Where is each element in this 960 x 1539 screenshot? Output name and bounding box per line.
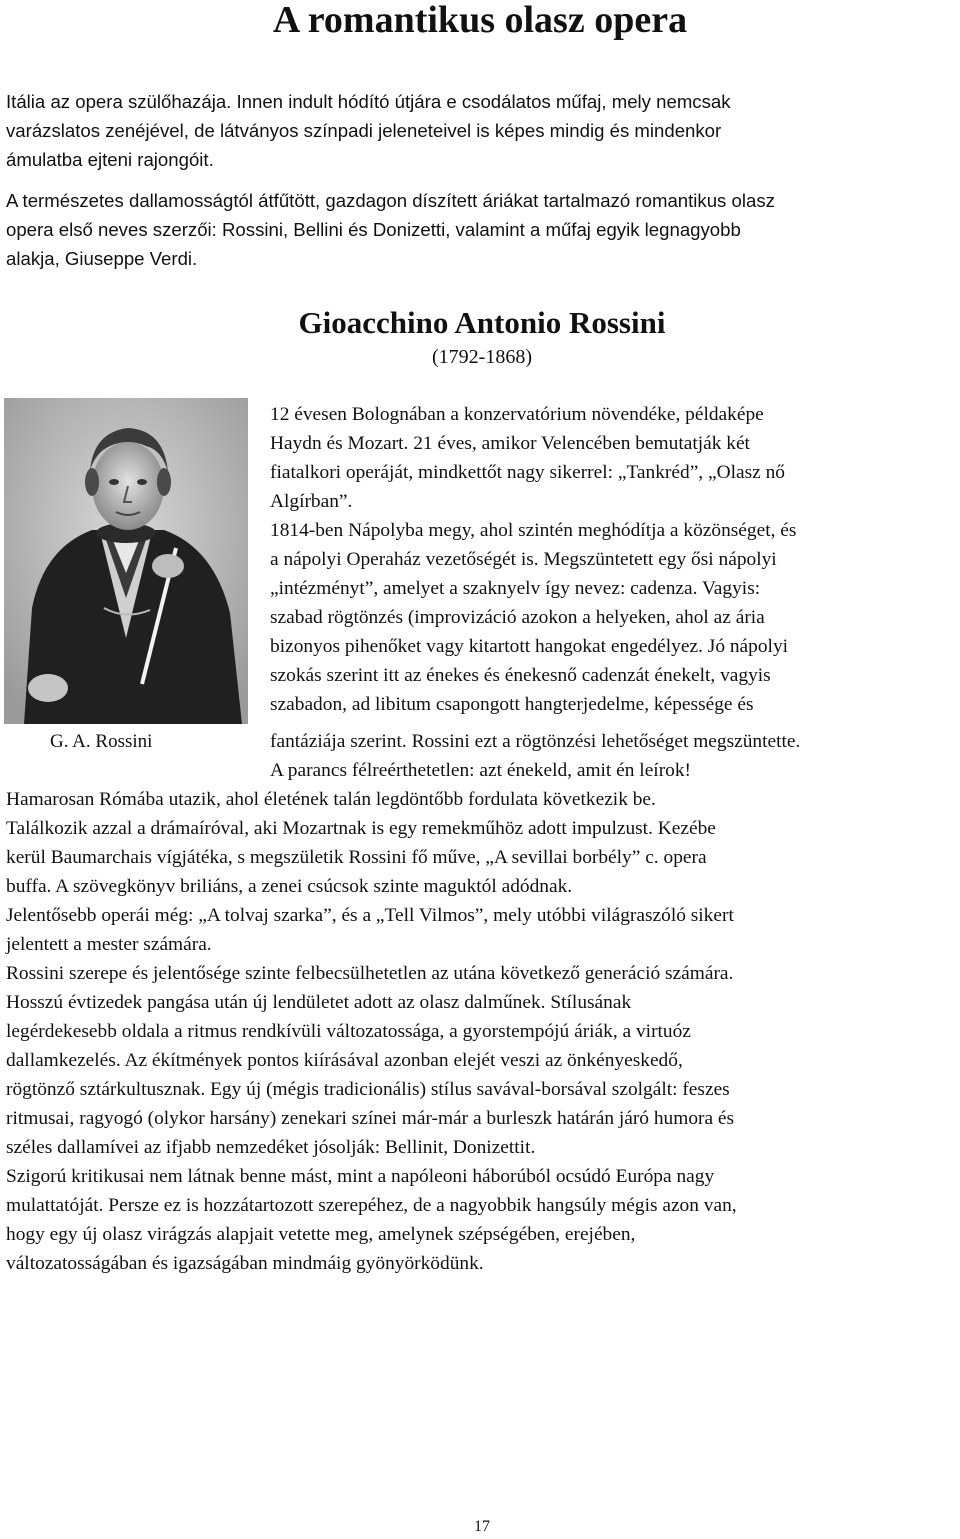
side-line: a nápolyi Operaház vezetőségét is. Megszüntetett egy ősi nápolyi bbox=[270, 549, 777, 570]
side-line: Algírban”. bbox=[270, 491, 353, 512]
intro-line: Itália az opera szülőhazája. Innen indult hódító útjára e csodálatos műfaj, mely nemcsak bbox=[6, 91, 731, 112]
section-heading: Gioacchino Antonio Rossini bbox=[298, 305, 666, 340]
side-line: fiatalkori operáját, mindkettőt nagy sikerrel: „Tankréd”, „Olasz nő bbox=[270, 462, 785, 483]
body-line: jelentett a mester számára. bbox=[6, 934, 212, 955]
body-line: kerül Baumarchais vígjátéka, s megszületik Rossini fő műve, „A sevillai borbély” c. opera bbox=[6, 847, 707, 868]
side-line: szokás szerint itt az énekes és énekesnő cadenzát énekelt, vagyis bbox=[270, 665, 771, 686]
intro-line: opera első neves szerzői: Rossini, Bellini és Donizetti, valamint a műfaj egyik legnagyobb bbox=[6, 219, 741, 240]
side-line: A parancs félreérthetetlen: azt énekeld, amit én leírok! bbox=[270, 760, 691, 781]
body-line: hogy egy új olasz virágzás alapjait vetette meg, amelynek szépségében, erejében, bbox=[6, 1224, 636, 1245]
body-line: Hamarosan Rómába utazik, ahol életének talán legdöntőbb fordulata következik be. bbox=[6, 789, 656, 810]
side-line: szabadon, ad libitum csapongott hangterjedelme, képessége és bbox=[270, 694, 754, 715]
page-title: A romantikus olasz opera bbox=[272, 0, 688, 41]
body-line: Találkozik azzal a drámaíróval, aki Mozartnak is egy remekműhöz adott impulzust. Kezébe bbox=[6, 818, 716, 839]
body-line: változatosságában és igazságában mindmáig gyönyörködünk. bbox=[6, 1253, 484, 1274]
page-number: 17 bbox=[474, 1518, 490, 1535]
section-dates: (1792-1868) bbox=[432, 346, 532, 368]
intro-line: ámulatba ejteni rajongóit. bbox=[6, 149, 214, 170]
body-line: ritmusai, ragyogó (olykor harsány) zenekari színei már-már a burleszk határán járó humora és bbox=[6, 1108, 735, 1129]
side-line: bizonyos pihenőket vagy kitartott hangokat engedélyez. Jó nápolyi bbox=[270, 636, 789, 657]
body-line: buffa. A szövegkönyv briliáns, a zenei csúcsok szinte maguktól adódnak. bbox=[6, 876, 573, 897]
body-line: széles dallamívei az ifjabb nemzedéket jósolják: Bellinit, Donizettit. bbox=[6, 1137, 536, 1158]
portrait-caption: G. A. Rossini bbox=[50, 731, 153, 752]
body-line: dallamkezelés. Az ékítmények pontos kiírásával azonban elejét veszi az önkényeskedő, bbox=[6, 1050, 683, 1071]
side-line: Haydn és Mozart. 21 éves, amikor Velencében bemutatják két bbox=[270, 433, 750, 454]
side-line: 1814-ben Nápolyba megy, ahol szintén meghódítja a közönséget, és bbox=[270, 520, 797, 541]
body-line: Hosszú évtizedek pangása után új lendületet adott az olasz dalműnek. Stílusának bbox=[6, 992, 632, 1013]
body-line: legérdekesebb oldala a ritmus rendkívüli változatossága, a gyorstempójú áriák, a virtuóz bbox=[6, 1021, 691, 1042]
rossini-portrait bbox=[4, 398, 248, 724]
intro-line: A természetes dallamosságtól átfűtött, gazdagon díszített áriákat tartalmazó romantikus olasz bbox=[6, 190, 775, 211]
body-line: mulattatóját. Persze ez is hozzátartozott szerepéhez, de a nagyobbik hangsúly mégis azon van, bbox=[6, 1195, 737, 1216]
side-line: 12 évesen Bolognában a konzervatórium növendéke, példaképe bbox=[270, 404, 764, 425]
side-line: fantáziája szerint. Rossini ezt a rögtönzési lehetőséget megszüntette. bbox=[270, 731, 801, 752]
body-line: rögtönző sztárkultusznak. Egy új (mégis tradicionális) stílus savával-borsával szolgált: feszes bbox=[6, 1079, 730, 1100]
body-line: Szigorú kritikusai nem látnak benne mást, mint a napóleoni háborúból ocsúdó Európa nagy bbox=[6, 1166, 715, 1187]
body-line: Jelentősebb operái még: „A tolvaj szarka”, és a „Tell Vilmos”, mely utóbbi világraszóló sikert bbox=[6, 905, 734, 926]
intro-line: alakja, Giuseppe Verdi. bbox=[6, 248, 198, 269]
side-line: szabad rögtönzés (improvizáció azokon a helyeken, ahol az ária bbox=[270, 607, 765, 628]
intro-line: varázslatos zenéjével, de látványos színpadi jeleneteivel is képes mindig és mindenkor bbox=[6, 120, 722, 141]
side-line: „intézményt”, amelyet a szaknyelv így nevez: cadenza. Vagyis: bbox=[270, 578, 761, 599]
body-line: Rossini szerepe és jelentősége szinte felbecsülhetetlen az utána következő generáció számára. bbox=[6, 963, 734, 984]
